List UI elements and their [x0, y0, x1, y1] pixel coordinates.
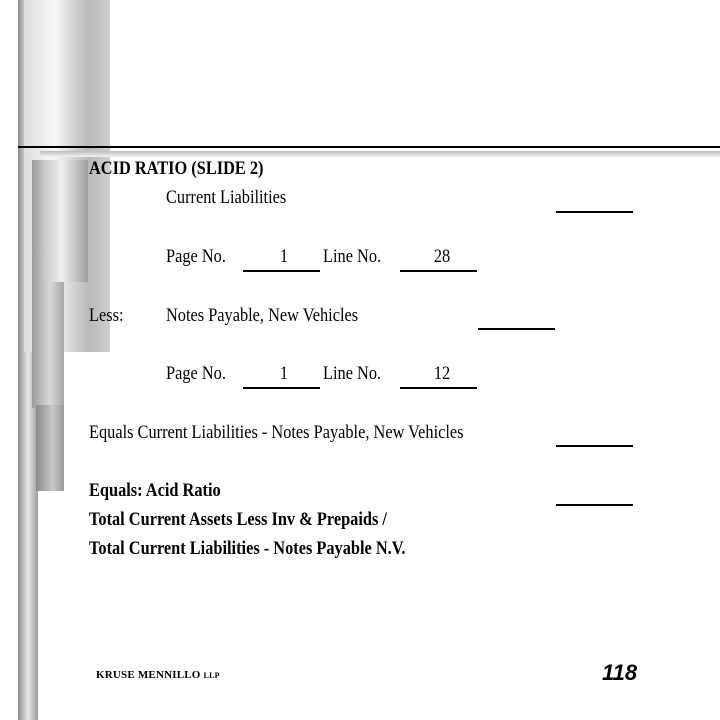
- acid-ratio-label: Equals: Acid Ratio: [89, 480, 221, 501]
- line-blank[interactable]: [400, 270, 477, 272]
- equals-blank[interactable]: [556, 445, 633, 447]
- formula-line-1: Total Current Assets Less Inv & Prepaids /: [89, 509, 387, 530]
- page-label: Page No.: [166, 363, 226, 384]
- acid-ratio-blank[interactable]: [556, 504, 633, 506]
- line-value: 28: [433, 246, 451, 267]
- less-label: Less:: [89, 305, 124, 326]
- current-liabilities-blank[interactable]: [556, 211, 633, 213]
- page-blank[interactable]: [243, 270, 320, 272]
- notes-payable-label: Notes Payable, New Vehicles: [166, 305, 359, 326]
- page-blank[interactable]: [243, 387, 320, 389]
- footer-firm-name: [96, 669, 220, 681]
- decorative-bar: [36, 405, 64, 491]
- slide-title: ACID RATIO (SLIDE 2): [89, 158, 264, 179]
- page-number: 118: [602, 660, 638, 685]
- page-value: 1: [279, 363, 289, 384]
- firm-suffix: LLP: [203, 671, 220, 680]
- page-label: Page No.: [166, 246, 226, 267]
- decorative-bar: [44, 160, 88, 282]
- line-label: Line No.: [323, 246, 382, 267]
- page-value: 1: [279, 246, 289, 267]
- formula-line-2: Total Current Liabilities - Notes Payable N.V.: [89, 538, 406, 559]
- line-label: Line No.: [323, 363, 382, 384]
- line-blank[interactable]: [400, 387, 477, 389]
- equals-label: Equals Current Liabilities - Notes Payable, New Vehicles: [89, 422, 464, 443]
- line-value: 12: [433, 363, 451, 384]
- notes-payable-blank[interactable]: [478, 328, 555, 330]
- header-rule-shadow: [40, 151, 720, 157]
- firm-name: KRUSE MENNILLO: [96, 669, 201, 681]
- header-rule: [18, 146, 720, 148]
- current-liabilities-label: Current Liabilities: [166, 187, 287, 208]
